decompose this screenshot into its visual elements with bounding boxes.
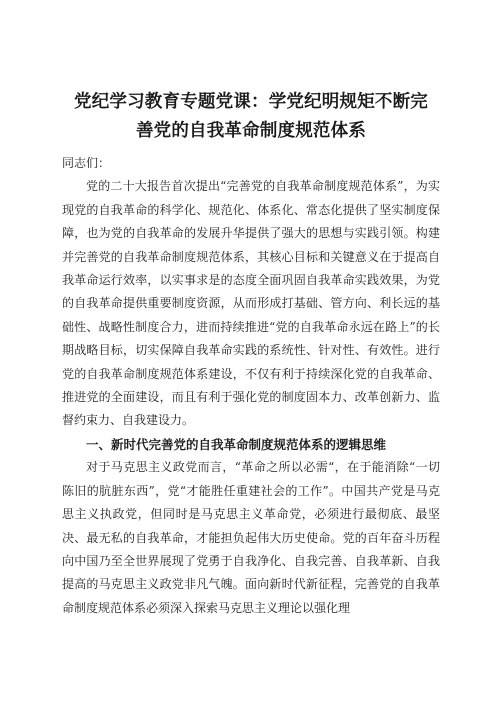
salutation: 同志们： (62, 156, 111, 170)
section-1-paragraph: 对于马克思主义政党而言，“革命之所以必需“，在于能消除“一切陈旧的肮脏东西”，党“才能胜任重建社会的工作”。中国共产党是马克思主义执政党，但同时是马克思主义革命党，必须进行最彻底、最坚决、最无私的自我革命，才能担负起伟大历史使命。党的百年奋斗历程向中国乃至全世界展现了党勇于自我净化、自我完善、自我革新、自我提高的马克思主义政党非凡气魄。面向新时代新征程，完善党的自我革命制度规范体系必须深入探索马克思主义理论以强化理 (62, 460, 440, 615)
intro-paragraph: 党的二十大报告首次提出“完善党的自我革命制度规范体系”，为实现党的自我革命的科学化、规范化、体系化、常态化提供了坚实制度保障，也为党的自我革命的发展升华提供了强大的思想与实践引领。构建并完善党的自我革命制度规范体系，其核心目标和关键意义在于提高自我革命运行效率，以实事求是的态度全面巩固自我革命实践效果，为党的自我革命提供重要制度资源，从而形成打基础、管方向、利长远的基础性、战略性制度合力，进而持续推进“党的自我革命永远在路上”的长期战略目标，切实保障自我革命实践的系统性、针对性、有效性。进行党的自我革命制度规范体系建设，不仅有利于持续深化党的自我革命、推进党的全面建设，而且有利于强化党的制度固本力、改革创新力、监督约束力、自我建设力。 (62, 179, 440, 428)
title-line-2: 善党的自我革命制度规范体系 (135, 121, 367, 141)
document-title (62, 88, 440, 146)
title-line-1: 党纪学习教育专题党课：学党纪明规矩不断完 (74, 92, 428, 112)
section-heading-1: 一、新时代完善党的自我革命制度规范体系的逻辑思维 (86, 436, 387, 452)
